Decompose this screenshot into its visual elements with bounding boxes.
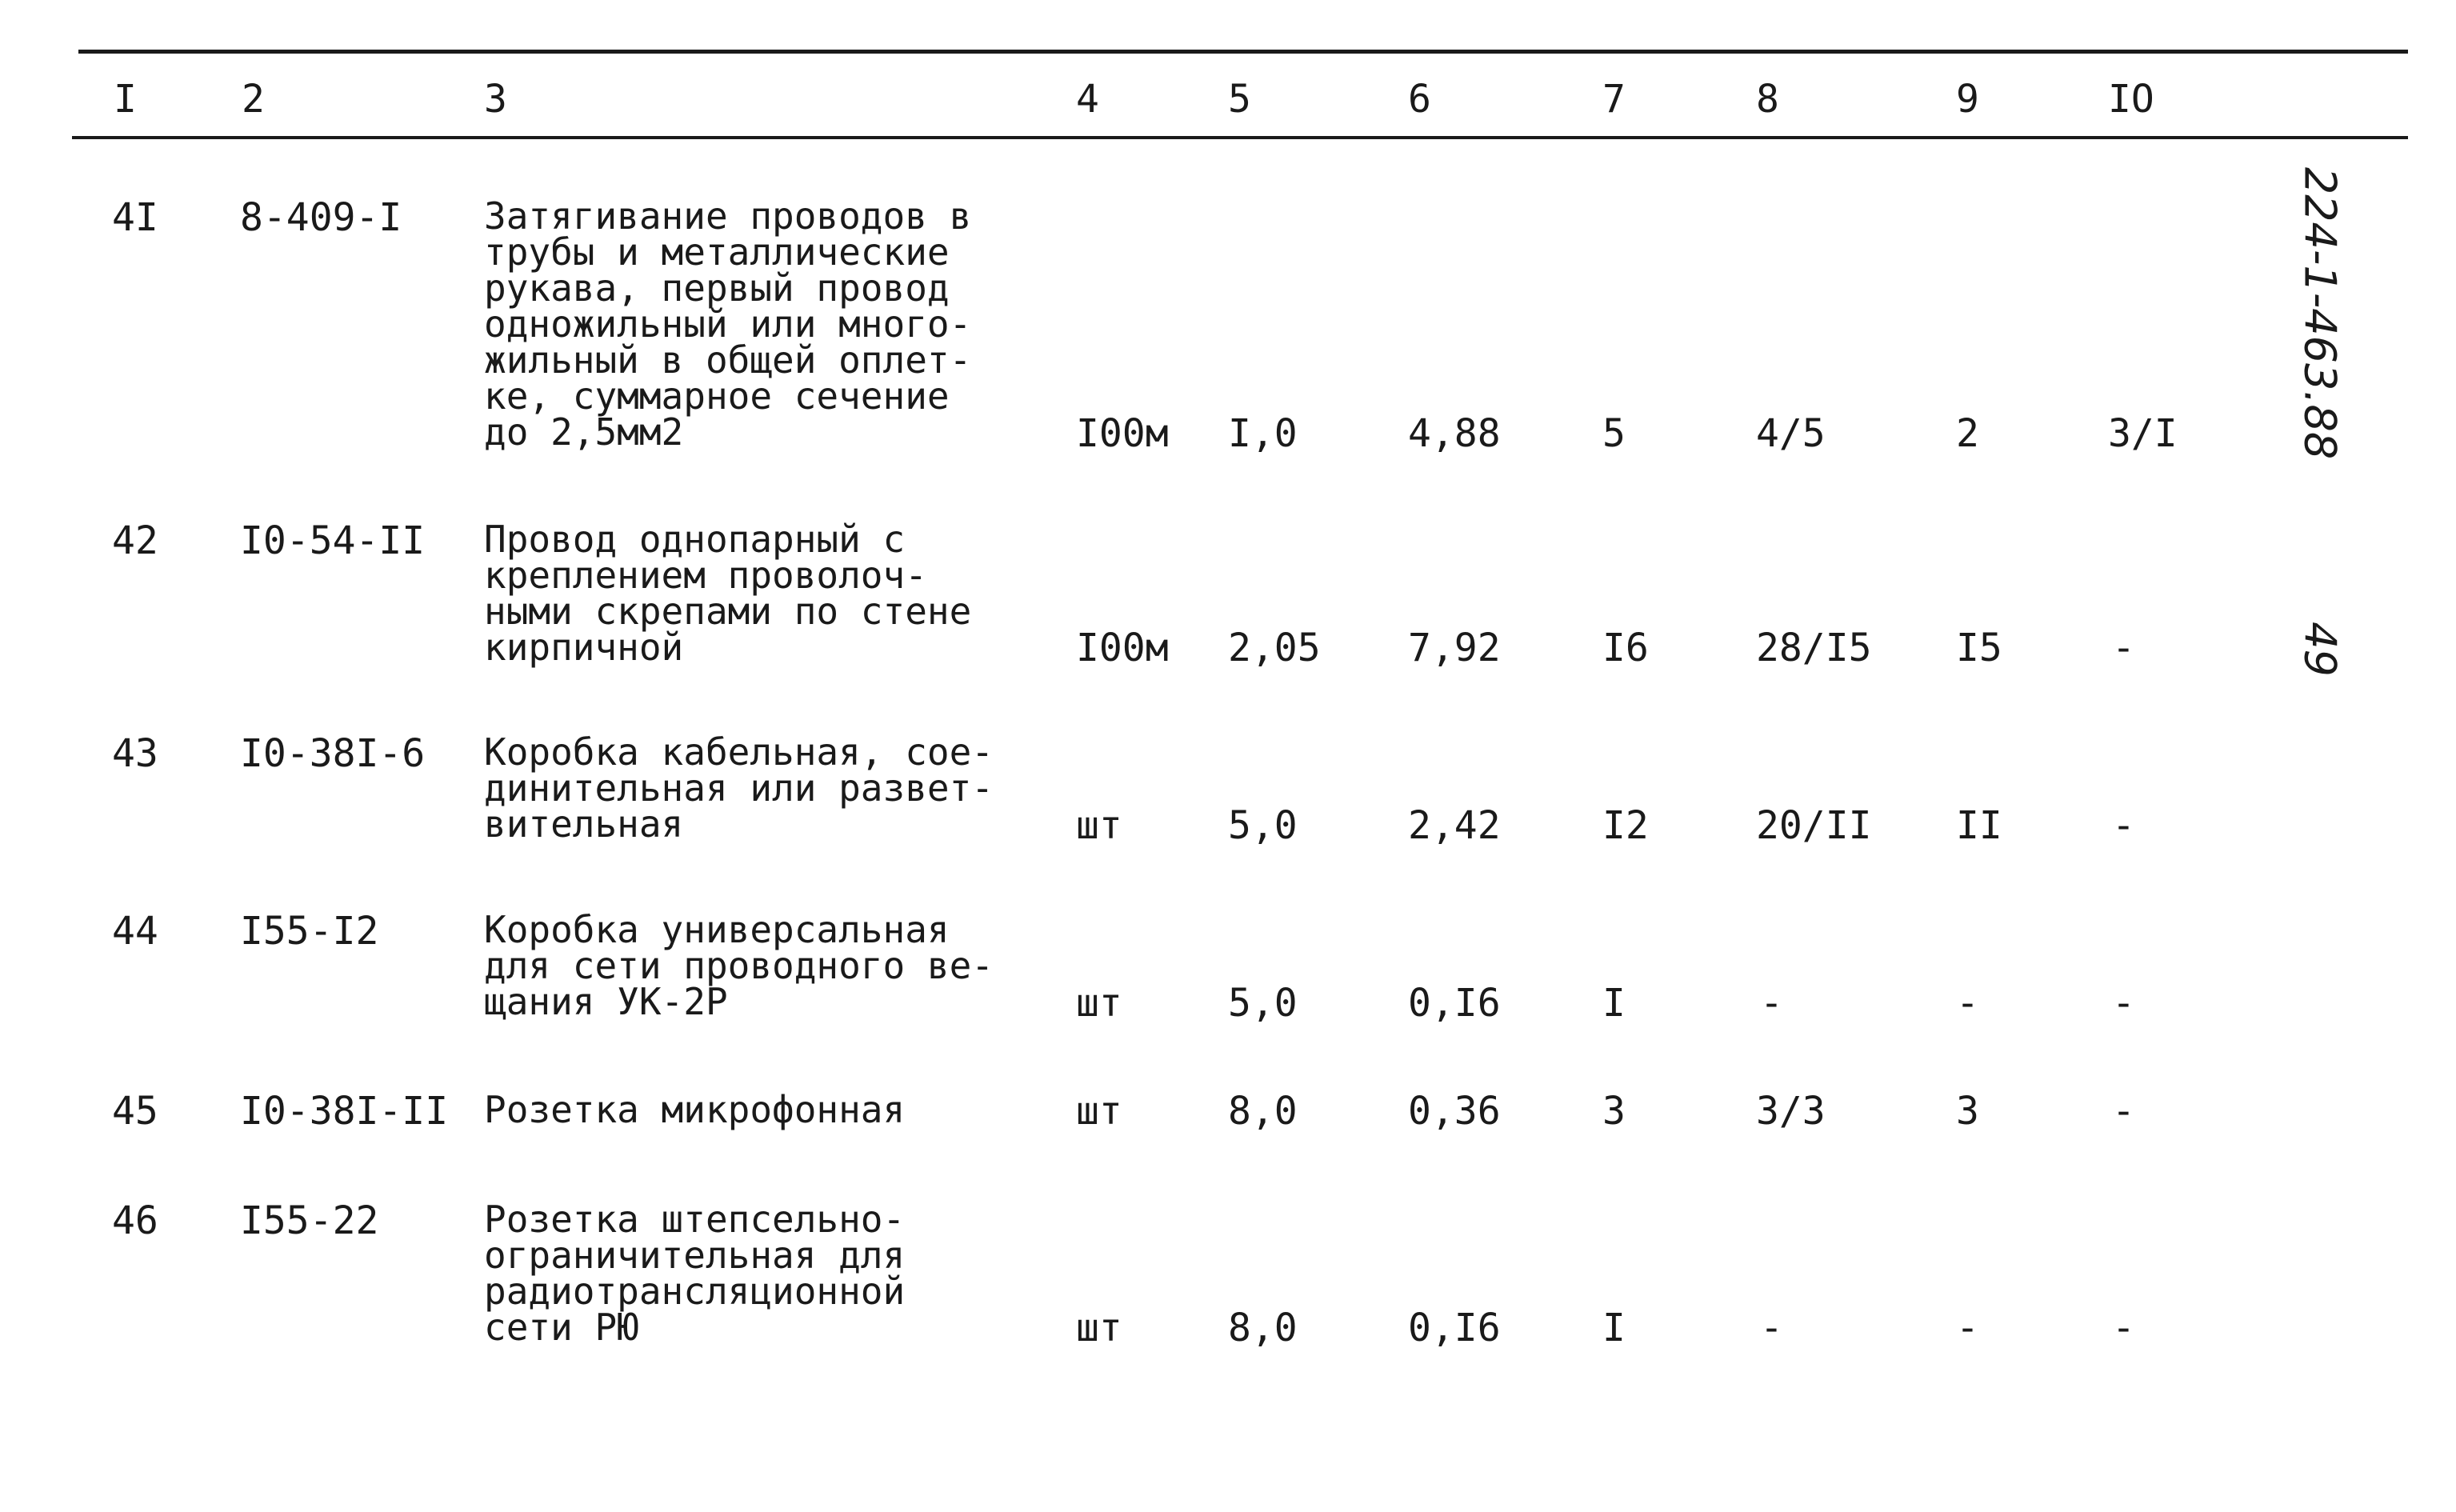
row-description: Затягивание проводов в трубы и металлические рукава, первый провод одножильный или много- жильный в общей оплет- ке, суммарное сечение до 2,5мм2: [484, 194, 972, 454]
row-code: I0-38I-II: [240, 1089, 449, 1134]
row-description: Коробка кабельная, сое- динительная или развет- вительная: [484, 730, 994, 846]
row-col6: 4,88: [1408, 411, 1501, 456]
row-col9: 2: [1956, 411, 1979, 456]
column-header-2: 2: [242, 77, 265, 122]
row-unit: шт: [1076, 981, 1122, 1026]
row-number: 43: [112, 731, 158, 776]
column-header-3: 3: [484, 77, 507, 122]
top-rule: [78, 50, 2408, 54]
row-code: I0-38I-6: [240, 731, 426, 776]
row-unit: шт: [1076, 1089, 1122, 1134]
row-col8: -: [1760, 1306, 1783, 1350]
row-col9: 3: [1956, 1089, 1979, 1134]
row-quantity: 8,0: [1228, 1306, 1298, 1350]
row-col6: 0,36: [1408, 1089, 1501, 1134]
column-header-5: 5: [1228, 77, 1251, 122]
row-code: 8-409-I: [240, 195, 402, 240]
row-col7: 5: [1602, 411, 1626, 456]
row-col10: -: [2112, 1089, 2135, 1134]
row-code: I55-22: [240, 1198, 379, 1243]
row-number: 46: [112, 1198, 158, 1243]
column-header-10: IO: [2108, 77, 2154, 122]
row-col6: 0,I6: [1408, 981, 1501, 1026]
column-header-9: 9: [1956, 77, 1979, 122]
row-col9: I5: [1956, 626, 2002, 670]
row-number: 45: [112, 1089, 158, 1134]
row-col6: 7,92: [1408, 626, 1501, 670]
row-col9: -: [1956, 1306, 1979, 1350]
row-col10: -: [2112, 981, 2135, 1026]
row-col7: I2: [1602, 803, 1649, 848]
row-col6: 0,I6: [1408, 1306, 1501, 1350]
row-col8: 4/5: [1756, 411, 1826, 456]
row-col8: 3/3: [1756, 1089, 1826, 1134]
row-number: 42: [112, 518, 158, 563]
row-quantity: 5,0: [1228, 981, 1298, 1026]
row-quantity: 8,0: [1228, 1089, 1298, 1134]
row-col8: -: [1760, 981, 1783, 1026]
row-col7: I6: [1602, 626, 1649, 670]
row-col8: 20/II: [1756, 803, 1872, 848]
row-col7: I: [1602, 1306, 1626, 1350]
row-unit: шт: [1076, 803, 1122, 848]
row-number: 44: [112, 909, 158, 954]
header-rule: [72, 136, 2408, 139]
row-quantity: I,0: [1228, 411, 1298, 456]
column-header-6: 6: [1408, 77, 1431, 122]
row-description: Розетка микрофонная: [484, 1088, 906, 1131]
row-col8: 28/I5: [1756, 626, 1872, 670]
column-header-4: 4: [1076, 77, 1099, 122]
row-description: Розетка штепсельно- ограничительная для радиотрансляционной сети РЮ: [484, 1198, 906, 1349]
row-unit: I00м: [1076, 626, 1169, 670]
row-col10: -: [2112, 626, 2135, 670]
row-col7: 3: [1602, 1089, 1626, 1134]
column-header-1: I: [114, 77, 137, 122]
row-col9: II: [1956, 803, 2002, 848]
row-description: Коробка универсальная для сети проводного ве- щания УК-2Р: [484, 908, 994, 1023]
row-code: I55-I2: [240, 909, 379, 954]
row-col10: -: [2112, 1306, 2135, 1350]
row-col9: -: [1956, 981, 1979, 1026]
margin-page-number: 49: [2294, 622, 2346, 677]
row-description: Провод однопарный с креплением проволоч- ными скрепами по стене кирпичной: [484, 518, 972, 669]
row-code: I0-54-II: [240, 518, 426, 563]
column-header-8: 8: [1756, 77, 1779, 122]
column-header-7: 7: [1602, 77, 1626, 122]
row-number: 4I: [112, 195, 158, 240]
row-quantity: 2,05: [1228, 626, 1321, 670]
row-col10: -: [2112, 803, 2135, 848]
row-unit: I00м: [1076, 411, 1169, 456]
row-col10: 3/I: [2108, 411, 2178, 456]
row-col7: I: [1602, 981, 1626, 1026]
row-col6: 2,42: [1408, 803, 1501, 848]
margin-document-number: 224-1-463.88: [2294, 166, 2346, 460]
row-unit: шт: [1076, 1306, 1122, 1350]
row-quantity: 5,0: [1228, 803, 1298, 848]
